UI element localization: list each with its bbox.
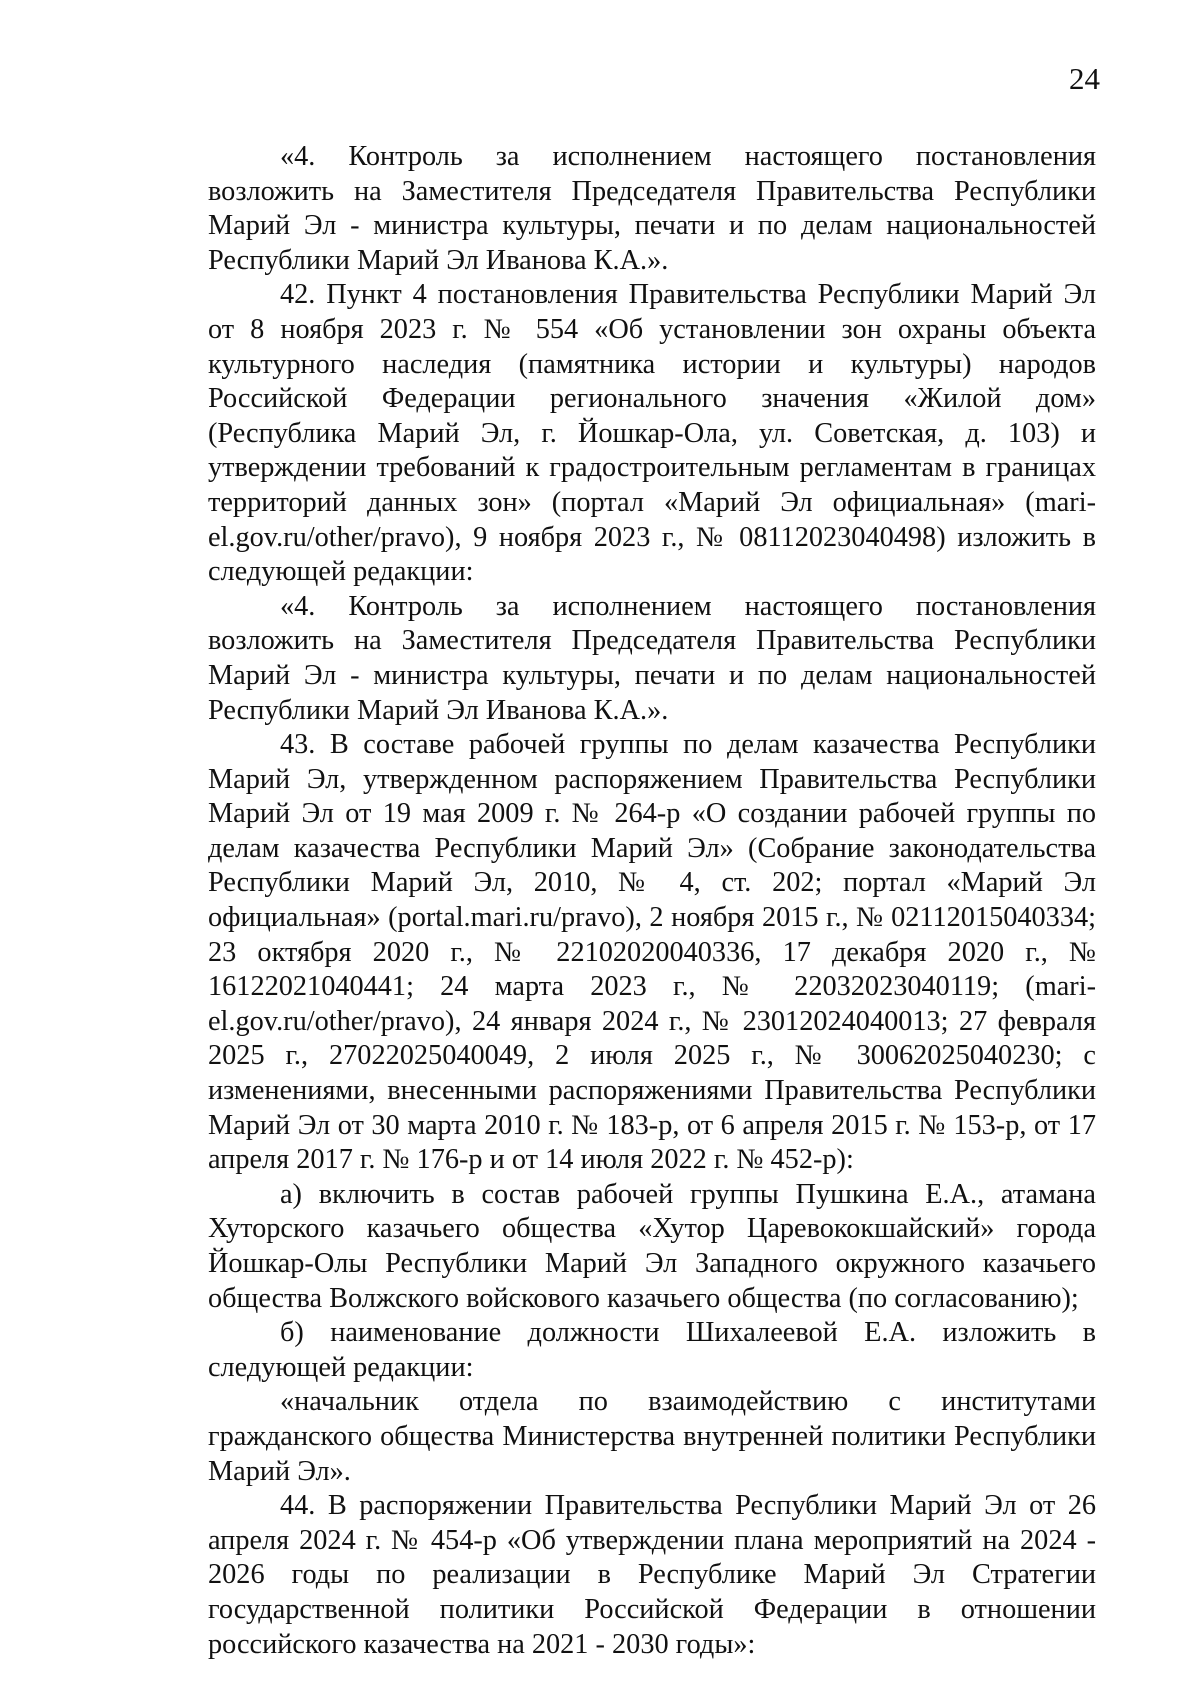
page-number: 24 (1069, 61, 1100, 96)
paragraph-quoted-control-clause-2: «4. Контроль за исполнением настоящего постановления возложить на Заместителя Председателя Правительства Республики Марий Эл - министра культуры, печати и по делам национальностей Республики Марий Эл Иванова К.А.». (208, 590, 1096, 726)
paragraph-item-42: 42. Пункт 4 постановления Правительства Республики Марий Эл от 8 ноября 2023 г. № 554 «Об установлении зон охраны объекта культурного наследия (памятника истории и культуры) народов Российской Федерации регионального значения «Жилой дом» (Республика Марий Эл, г. Йошкар-Ола, ул. Советская, д. 103) и утверждении требований к градостроительным регламентам в границах территорий данных зон» (портал «Марий Эл официальная» (mari-el.gov.ru/other/pravo), 9 ноября 2023 г., № 08112023040498) изложить в следующей редакции: (208, 279, 1096, 588)
paragraph-subitem-a: а) включить в состав рабочей группы Пушкина Е.А., атамана Хуторского казачьего общества «Хутор Царевококшайский» города Йошкар-Олы Республики Марий Эл Западного окружного казачьего общества Волжского войскового казачьего общества (по согласованию); (208, 1178, 1096, 1314)
paragraph-item-44: 44. В распоряжении Правительства Республики Марий Эл от 26 апреля 2024 г. № 454-р «Об утверждении плана мероприятий на 2024 - 2026 годы по реализации в Республике Марий Эл Стратегии государственной политики Российской Федерации в отношении российского казачества на 2021 - 2030 годы»: (208, 1490, 1096, 1660)
paragraph-quoted-position-title: «начальник отдела по взаимодействию с институтами гражданского общества Министерства внутренней политики Республики Марий Эл». (208, 1386, 1096, 1487)
paragraph-subitem-b: б) наименование должности Шихалеевой Е.А. изложить в следующей редакции: (208, 1317, 1096, 1383)
paragraph-quoted-control-clause-1: «4. Контроль за исполнением настоящего постановления возложить на Заместителя Председателя Правительства Республики Марий Эл - министра культуры, печати и по делам национальностей Республики Марий Эл Иванова К.А.». (208, 141, 1096, 276)
paragraph-item-43: 43. В составе рабочей группы по делам казачества Республики Марий Эл, утвержденном распоряжением Правительства Республики Марий Эл от 19 мая 2009 г. № 264-р «О создании рабочей группы по делам казачества Республики Марий Эл» (Собрание законодательства Республики Марий Эл, 2010, № 4, ст. 202; портал «Марий Эл официальная» (portal.mari.ru/pravo), 2 ноября 2015 г., № 02112015040334; 23 октября 2020 г., № 22102020040336, 17 декабря 2020 г., № 16122021040441; 24 марта 2023 г., № 22032023040119; (mari-el.gov.ru/other/pravo), 24 января 2024 г., № 23012024040013; 27 февраля 2025 г., 27022025040049, 2 июля 2025 г., № 30062025040230; с изменениями, внесенными распоряжениями Правительства Республики Марий Эл от 30 марта 2010 г. № 183-р, от 6 апреля 2015 г. № 153-р, от 17 апреля 2017 г. № 176-р и от 14 июля 2022 г. № 452-р): (208, 729, 1096, 1176)
document-body (208, 140, 1096, 1662)
